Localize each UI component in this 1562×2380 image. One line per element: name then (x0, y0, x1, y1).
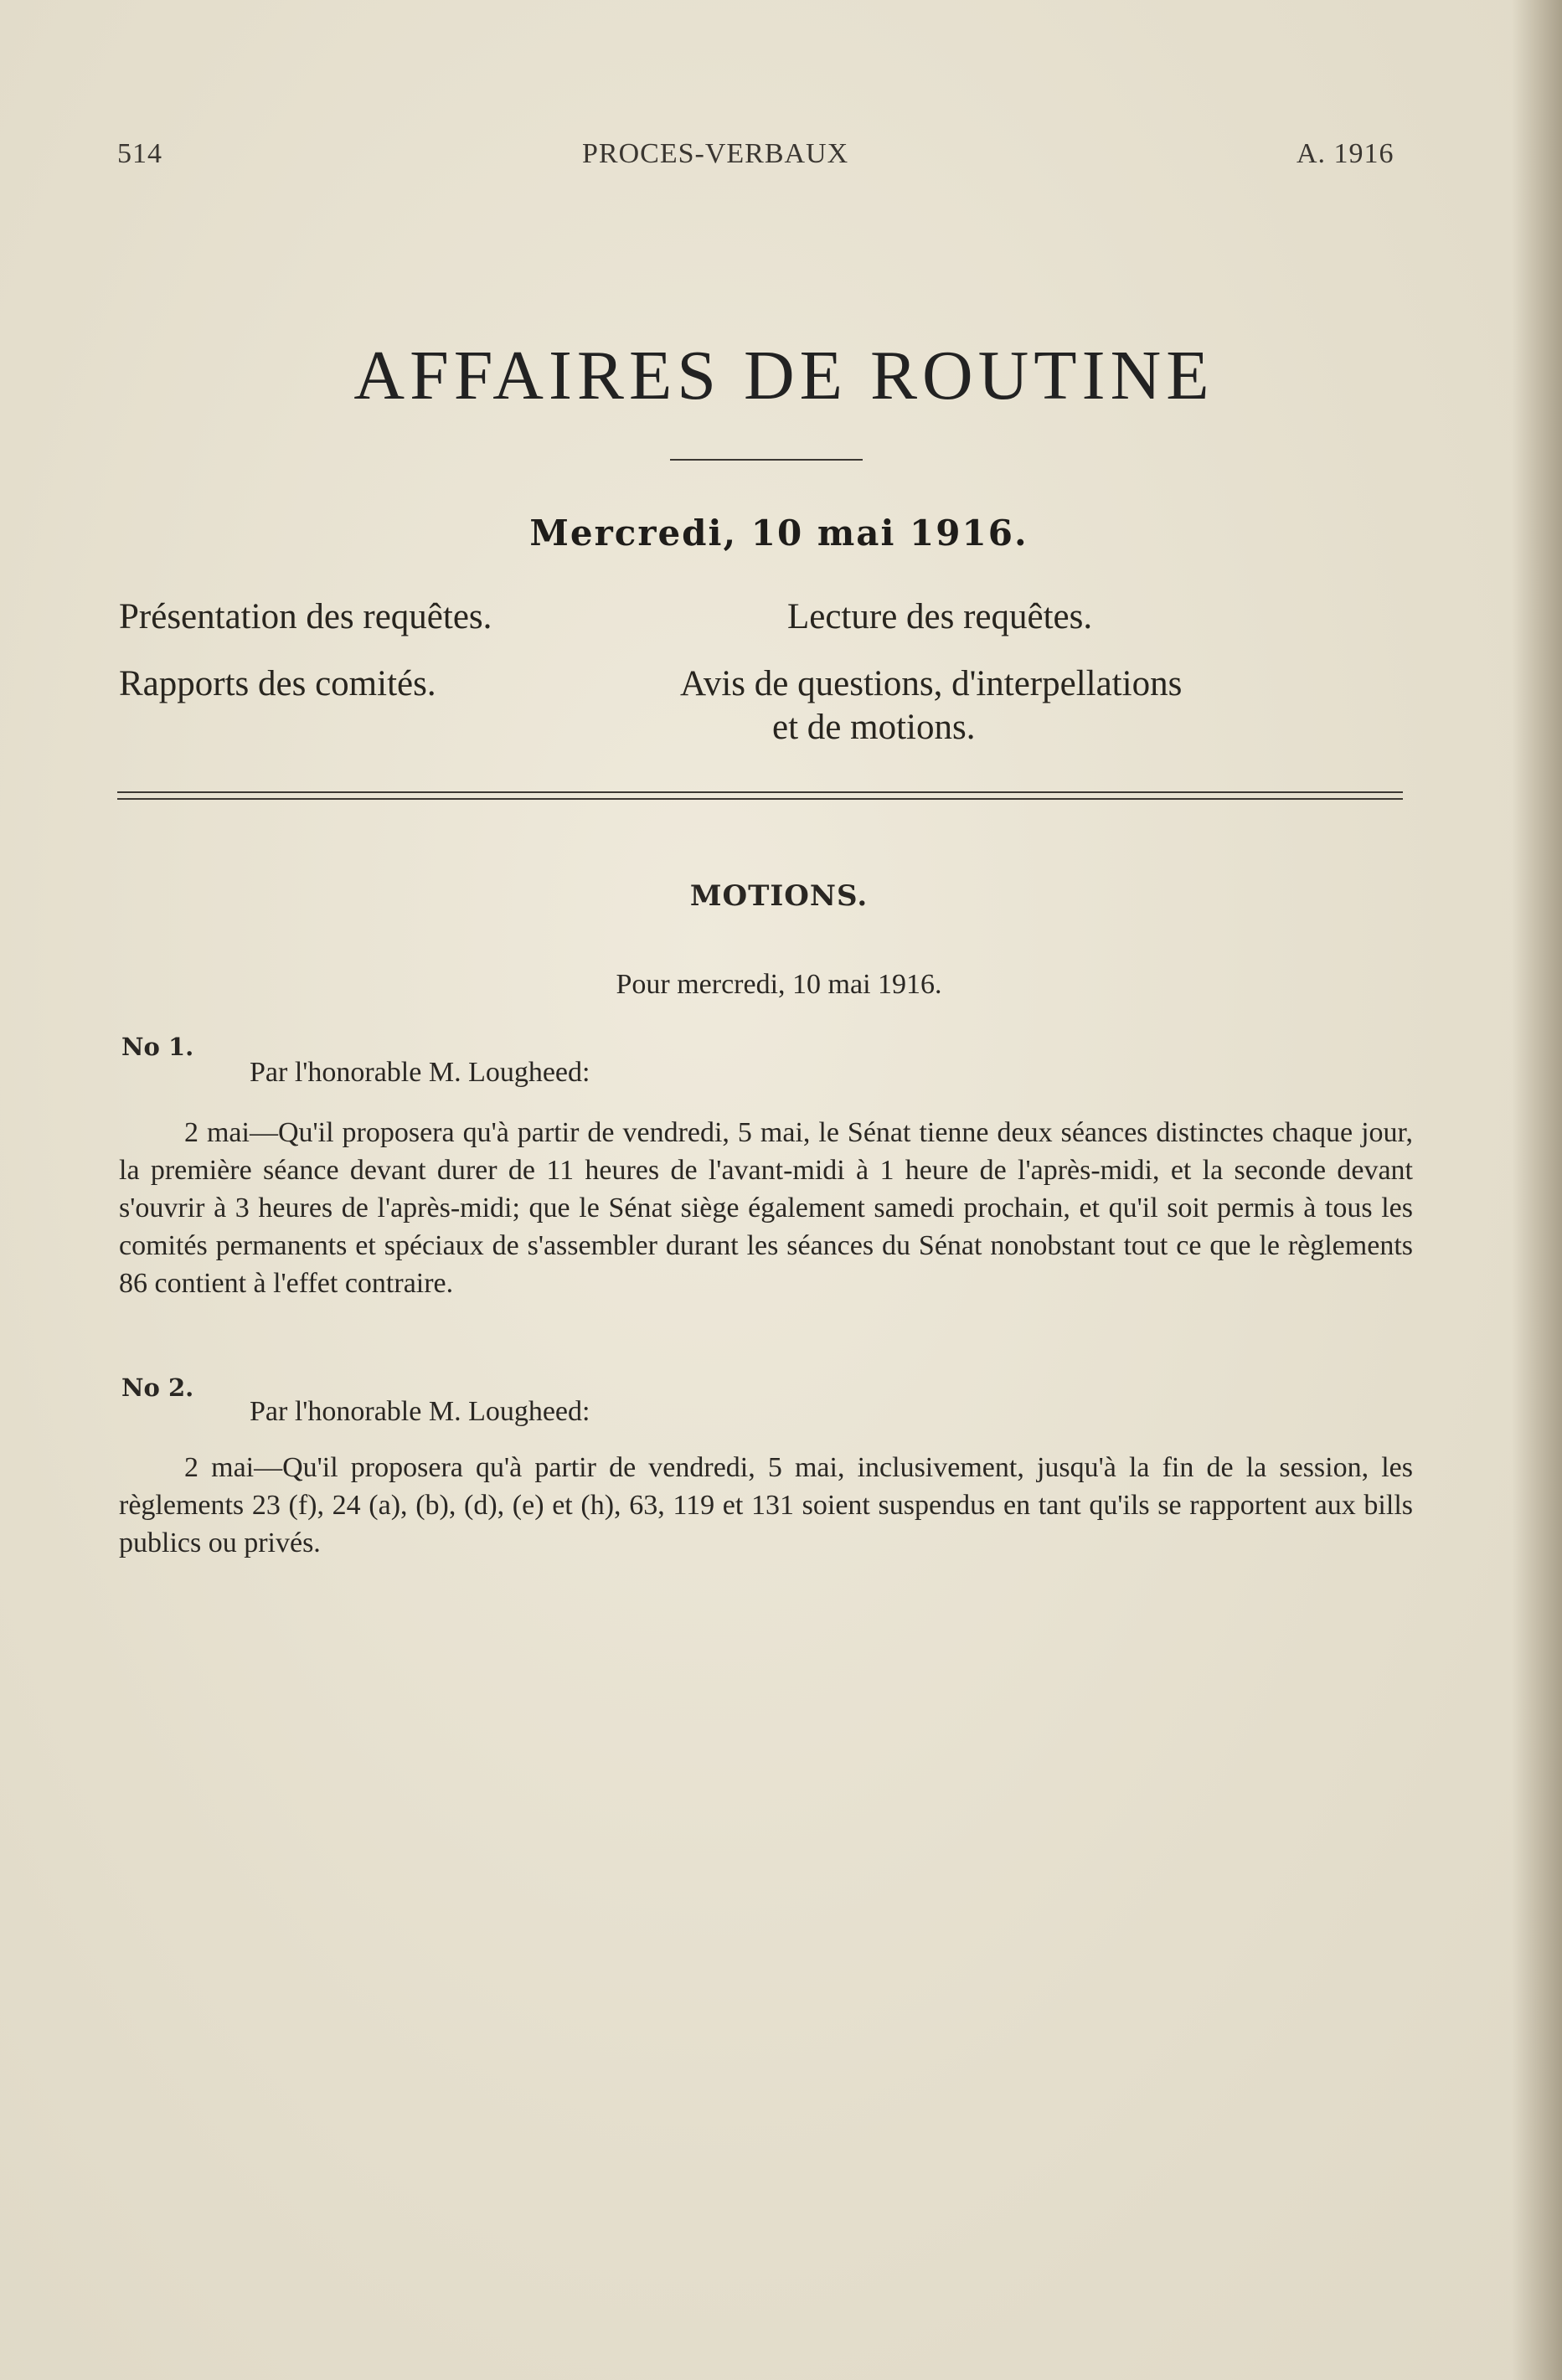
motion-mover: Par l'honorable M. Lougheed: (250, 1057, 590, 1088)
page-title: AFFAIRES DE ROUTINE (353, 337, 1214, 415)
running-head-title: PROCES-VERBAUX (582, 138, 849, 169)
agenda-item-lecture: Lecture des requêtes. (787, 597, 1093, 636)
title-rule (670, 459, 863, 461)
motion-text (119, 1449, 1413, 1562)
section-subtitle: Pour mercredi, 10 mai 1916. (616, 969, 942, 1000)
sitting-date: Mercredi, 10 mai 1916. (529, 513, 1028, 554)
running-head-year: A. 1916 (1297, 138, 1394, 169)
motion-mover: Par l'honorable M. Lougheed: (250, 1396, 590, 1427)
agenda-item-rapports: Rapports des comités. (119, 664, 436, 703)
motion-text (119, 1114, 1413, 1302)
double-rule-bottom (117, 798, 1403, 800)
motion-number: No 1. (121, 1033, 194, 1061)
agenda-item-avis: Avis de questions, d'interpellations (680, 664, 1183, 703)
agenda-item-presentation: Présentation des requêtes. (119, 597, 492, 636)
double-rule-top (117, 791, 1403, 793)
motion-text-content: 2 mai—Qu'il proposera qu'à partir de vendredi, 5 mai, le Sénat tienne deux séances distinctes chaque jour, la première séance devant durer de 11 heures de l'avant-midi à 1 heure de l'après-midi, et la seconde devant s'ouvrir à 3 heures de l'après-midi; que le Sénat siège également samedi prochain, et qu'il soit permis à tous les comités permanents et spéciaux de s'assembler durant les séances du Sénat nonobstant tout ce que le règlements 86 contient à l'effet contraire. (119, 1117, 1413, 1299)
page-edge-shadow (1512, 0, 1562, 2380)
agenda-item-avis-continued: et de motions. (772, 708, 976, 747)
section-title: MOTIONS. (689, 879, 869, 913)
motion-number: No 2. (121, 1373, 194, 1402)
page-number: 514 (117, 138, 162, 169)
motion-text-content: 2 mai—Qu'il proposera qu'à partir de vendredi, 5 mai, inclusivement, jusqu'à la fin de la session, les règlements 23 (f), 24 (a), (b), (d), (e) et (h), 63, 119 et 131 soient suspendus en tant qu'ils se rapportent aux bills publics ou privés. (119, 1452, 1413, 1558)
